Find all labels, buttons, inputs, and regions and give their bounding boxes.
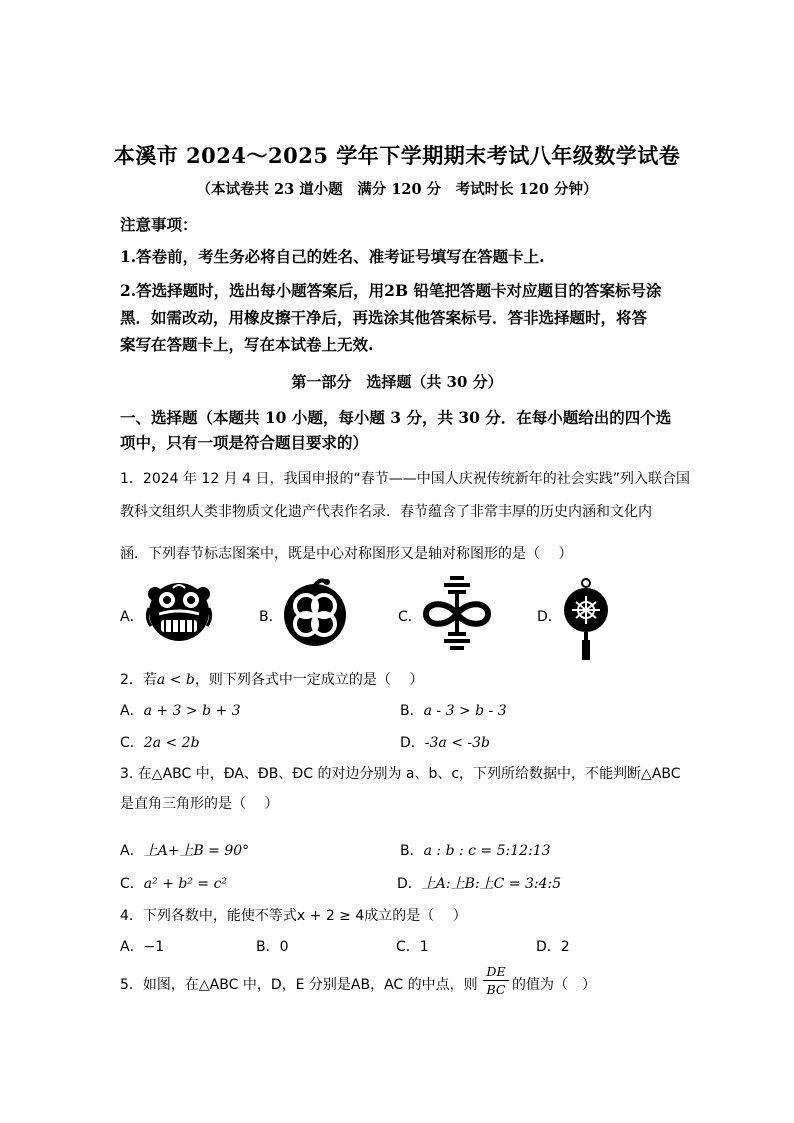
q5-fraction-denominator: BC [486, 982, 506, 997]
q3-option-d-label: D． [397, 876, 422, 892]
q2-option-c [120, 732, 200, 752]
q5-stem-prefix: 5．如图，在△ABC 中，D，E 分别是AB，AC 的中点，则 [120, 977, 478, 993]
part-1-heading: 第一部分 选择题（共 30 分） [291, 373, 503, 391]
q1-option-b-label: B． [259, 609, 283, 625]
q2-option-d-label: D． [400, 735, 425, 751]
q1-option-a-label: A． [120, 609, 144, 625]
q3-option-c-text: a² + b² = c² [143, 876, 228, 892]
q4-option-a: A．−1 [120, 939, 165, 955]
q1-option-c-label: C． [398, 609, 422, 625]
q3-option-b-text: a : b : c = 5:12:13 [423, 843, 551, 859]
q2-option-d [400, 732, 490, 752]
section-1-line-1: 一、选择题（本题共 10 小题，每小题 3 分，共 30 分．在每小题给出的四个选 [120, 408, 672, 427]
q3-option-a-text: 上A+上B = 90° [143, 843, 250, 859]
q3-option-d [397, 873, 561, 893]
q2-option-a [120, 700, 241, 720]
q2-stem-math: a < b [156, 672, 195, 688]
knot-infinity-icon [422, 574, 492, 652]
chinese-knot-icon [560, 578, 612, 662]
q3-option-b-label: B． [400, 843, 424, 859]
q1-line-1: 1．2024 年 12 月 4 日，我国申报的“春节——中国人庆祝传统新年的社会实践”列入联合国 [120, 471, 691, 487]
q5-stem-suffix: 的值为（ ） [512, 977, 596, 993]
q2-option-a-text: a + 3 > b + 3 [143, 703, 241, 719]
q2-option-c-label: C． [120, 735, 144, 751]
q2-option-b [400, 700, 507, 720]
q4-option-c: C．1 [396, 939, 429, 955]
section-1-line-2: 项中，只有一项是符合题目要求的） [120, 433, 369, 452]
snake-knot-icon [282, 575, 348, 647]
q4-stem: 4．下列各数中，能使不等式x + 2 ≥ 4成立的是（ ） [120, 908, 467, 924]
q3-line-2: 是直角三角形的是（ ） [120, 796, 279, 812]
q4-option-b: B．0 [256, 939, 289, 955]
q2-stem-prefix: 2．若 [120, 672, 157, 688]
exam-subtitle: （本试卷共 23 道小题 满分 120 分 考试时长 120 分钟） [196, 181, 598, 198]
notice-item-2-line-1: 2.答选择题时，选出每小题答案后，用2B 铅笔把答题卡对应题目的答案标号涂 [120, 281, 662, 300]
q3-line-1: 3. 在△ABC 中，ÐA、ÐB、ÐC 的对边分别为 a、b、c，下列所给数据中，不能判断△ABC [120, 766, 681, 782]
page-title: 本溪市 2024～2025 学年下学期期末考试八年级数学试卷 [113, 143, 681, 168]
q2-option-d-text: -3a < -3b [424, 735, 490, 751]
q2-option-a-label: A． [120, 703, 144, 719]
q1-line-3: 涵．下列春节标志图案中，既是中心对称图形又是轴对称图形的是（ ） [120, 546, 573, 562]
q4-option-d: D．2 [536, 939, 570, 955]
q2-option-b-text: a - 3 > b - 3 [423, 703, 507, 719]
q1-line-2: 教科文组织人类非物质文化遗产代表作名录．春节蕴含了非常丰厚的历史内涵和文化内 [120, 504, 652, 520]
q3-option-c-label: C． [120, 876, 144, 892]
q2-stem-suffix: ，则下列各式中一定成立的是（ ） [194, 672, 424, 688]
q5-fraction-numerator: DE [483, 964, 509, 981]
notice-item-2-line-3: 案写在答题卡上，写在本试卷上无效. [120, 335, 374, 354]
q1-option-d-label: D． [537, 609, 562, 625]
lion-head-icon [145, 578, 213, 644]
notice-item-2-line-2: 黑．如需改动，用橡皮擦干净后，再选涂其他答案标号．答非选择题时，将答 [120, 308, 648, 327]
q3-option-d-text: 上A:上B:上C = 3:4:5 [421, 876, 562, 892]
q3-option-a [120, 840, 249, 860]
q2-option-b-label: B． [400, 703, 424, 719]
q3-option-a-label: A． [120, 843, 144, 859]
notice-heading: 注意事项： [120, 215, 198, 234]
q2-stem [120, 669, 423, 689]
q5-fraction [483, 964, 509, 997]
notice-item-1: 1.答卷前，考生务必将自己的姓名、准考证号填写在答题卡上. [120, 247, 545, 266]
q3-option-b [400, 840, 551, 860]
q2-option-c-text: 2a < 2b [143, 735, 200, 751]
q3-option-c [120, 873, 227, 893]
